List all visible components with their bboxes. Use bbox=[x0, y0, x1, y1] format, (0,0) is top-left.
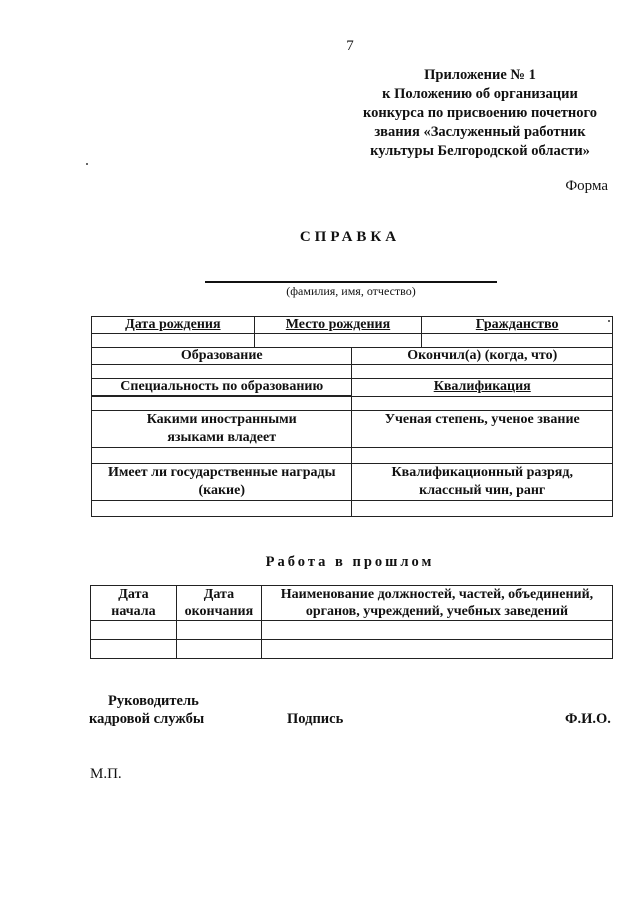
rank-cell bbox=[352, 501, 613, 517]
birth-place-cell bbox=[254, 334, 422, 348]
languages-cell bbox=[92, 448, 352, 464]
end-date-cell bbox=[176, 640, 261, 659]
signature-hr-label: кадровой службы bbox=[89, 711, 205, 727]
table-row bbox=[91, 621, 613, 640]
appendix-header bbox=[330, 66, 630, 161]
degree-header: Ученая степень, ученое звание bbox=[352, 411, 613, 448]
signature-fio-label: Ф.И.О. bbox=[565, 711, 611, 727]
start-date-cell bbox=[91, 640, 177, 659]
page-number: 7 bbox=[346, 38, 354, 54]
signature-sign-label: Подпись bbox=[287, 711, 344, 727]
work-history-table bbox=[90, 585, 613, 659]
table-row bbox=[91, 640, 613, 659]
appendix-line: конкурса по присвоению почетного bbox=[362, 105, 598, 121]
fio-underline bbox=[205, 281, 497, 283]
start-date-header: Дата начала bbox=[91, 586, 177, 621]
degree-cell bbox=[352, 448, 613, 464]
table-row bbox=[92, 448, 613, 464]
table-row bbox=[92, 365, 613, 379]
qualification-cell bbox=[352, 396, 613, 411]
citizenship-cell bbox=[422, 334, 613, 348]
work-history-title: Работа в прошлом bbox=[265, 554, 435, 570]
appendix-line: культуры Белгородской области» bbox=[370, 143, 590, 159]
table-row bbox=[92, 396, 613, 411]
table-row bbox=[92, 501, 613, 517]
awards-cell bbox=[92, 501, 352, 517]
birth-date-cell bbox=[92, 334, 255, 348]
scan-speck bbox=[608, 320, 610, 322]
graduated-cell bbox=[352, 365, 613, 379]
awards-header: Имеет ли государственные награды (какие) bbox=[92, 464, 352, 501]
specialty-cell bbox=[92, 396, 352, 411]
appendix-line: Приложение № 1 bbox=[424, 67, 536, 83]
signature-head-label: Руководитель bbox=[108, 693, 199, 709]
stamp-label: М.П. bbox=[90, 766, 122, 782]
appendix-line: к Положению об организации bbox=[382, 86, 578, 102]
end-date-header: Дата окончания bbox=[176, 586, 261, 621]
positions-header: Наименование должностей, частей, объединений, органов, учреждений, учебных заведений bbox=[261, 586, 612, 621]
qualification-header: Квалификация bbox=[352, 379, 613, 397]
rank-header: Квалификационный разряд, классный чин, ранг bbox=[352, 464, 613, 501]
graduated-header: Окончил(а) (когда, что) bbox=[352, 348, 613, 365]
scan-speck bbox=[86, 163, 88, 165]
languages-header: Какими иностранными языками владеет bbox=[92, 411, 352, 448]
document-title: СПРАВКА bbox=[299, 229, 401, 245]
citizenship-header: Гражданство bbox=[422, 317, 613, 334]
birth-place-header: Место рождения bbox=[254, 317, 422, 334]
form-label: Форма bbox=[565, 178, 608, 194]
end-date-cell bbox=[176, 621, 261, 640]
start-date-cell bbox=[91, 621, 177, 640]
fio-caption: (фамилия, имя, отчество) bbox=[286, 284, 416, 298]
education-cell bbox=[92, 365, 352, 379]
personal-info-table bbox=[91, 316, 613, 517]
birth-date-header: Дата рождения bbox=[92, 317, 255, 334]
positions-cell bbox=[261, 640, 612, 659]
appendix-line: звания «Заслуженный работник bbox=[374, 124, 586, 140]
education-header: Образование bbox=[92, 348, 352, 365]
positions-cell bbox=[261, 621, 612, 640]
specialty-header: Специальность по образованию bbox=[92, 379, 352, 397]
table-row bbox=[92, 334, 613, 348]
